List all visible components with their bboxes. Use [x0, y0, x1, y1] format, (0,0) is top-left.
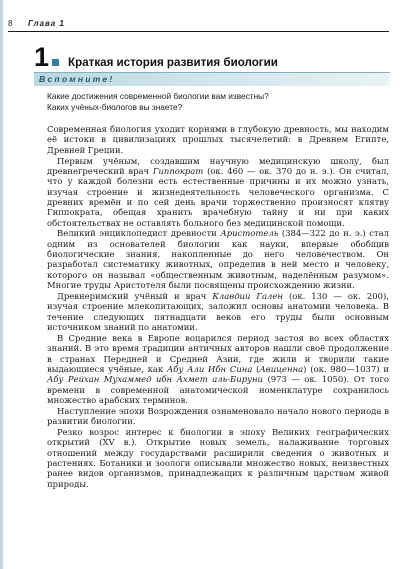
section-title: Краткая история развития биологии	[68, 56, 278, 69]
name-ibn-sina: Абу Али Ибн Сина	[166, 363, 253, 374]
p5-text-b: (973 — ок. 1050). От того времени в современной анатомической номенклатуре сохранилось множество арабских терминов.	[47, 374, 389, 405]
section-dot-icon	[52, 59, 59, 66]
header-rule	[8, 31, 389, 32]
page-number: 8	[8, 18, 13, 28]
paragraph-7: Резко возрос интерес к биологии в эпоху Великих географических открытий (XV в.). Открытие новых земель, налаживание торговых отношений между государствами расширили сведения о животных и растениях. Ботаники и зоологи описывали множество новых, неизвестных ранее видов организмов, принадлежащих к различным царствам живой природы.	[47, 426, 389, 489]
name-avicenna: Авиценна	[259, 363, 304, 374]
name-hippocrates: Гиппократ	[152, 165, 204, 176]
section-heading	[34, 44, 278, 70]
page-edge-stripe	[0, 0, 3, 569]
remember-questions	[47, 91, 387, 112]
paragraph-6: Наступление эпохи Возрождения ознаменовало начало нового периода в развитии биологии.	[47, 405, 389, 427]
running-head	[8, 17, 65, 29]
p2-text-b: (ок. 460 — ок. 370 до н. э.). Он считал, что у каждой болезни есть естественные причины и их можно узнать, изучая строение и жизнедеятельность человеческого организма. С древних времён и по сей день врачи торжественно произносят клятву Гиппократа, обещая хранить врачебную тайну и ни при каких обстоятельствах не оставлять больного без медицинской помощи.	[47, 165, 390, 228]
name-galen: Клавдий Гален	[212, 291, 283, 301]
name-aristotle: Аристотель	[220, 228, 279, 239]
remember-label: Вспомните!	[39, 74, 115, 84]
p3-text-a: Великий энциклопедист древности	[57, 228, 221, 239]
question-1: Какие достижения современной биологии вам известны?	[47, 91, 269, 101]
name-al-biruni: Абу Рейхан Мухаммед ибн Ахмет аль-Бируни	[47, 374, 263, 385]
section-number: 1	[34, 42, 50, 72]
remember-bar	[34, 72, 390, 86]
paragraph-2	[47, 156, 389, 228]
p3-text-b: (384—322 до н. э.) стал одним из основателей биологии как науки, впервые обобщив биологические знания, накопленные до него человечеством. Он разработал систематику животных, определив в ней место и человеку, которого он называл «общественным животным, наделённым разумом». Многие труды Аристотеля были посвящены происхождению жизни.	[47, 228, 389, 291]
p5-text-a: В Средние века в Европе воцарился период застоя во всех областях знаний. В это время традиции античных авторов нашли своё продолжение в странах Передней и Средней Азии, где жили и творили такие выдающиеся учёные, как	[47, 332, 389, 374]
p2-text-a: Первым учёным, создавшим научную медицинскую школу, был древнегреческий врач	[47, 155, 389, 176]
paragraph-3	[47, 228, 389, 290]
paragraph-1: Современная биология уходит корнями в глубокую древность, мы находим её истоки в цивилизациях прошлых тысячелетий: в Древнем Египте, Древней Греции.	[47, 124, 389, 155]
body-text	[47, 124, 389, 490]
p5-text-mid2: ) (ок. 980—1037) и	[303, 363, 389, 374]
p5-text-mid1: (	[252, 363, 260, 374]
paragraph-5	[47, 333, 389, 405]
question-2: Каких учёных-биологов вы знаете?	[47, 101, 183, 112]
paragraph-4	[47, 291, 389, 332]
chapter-label: Глава 1	[28, 18, 65, 28]
p4-text-b: (ок. 130 — ок. 200), изучая строение млекопитающих, заложил основы анатомии человека. В течение следующих пятнадцати веков его труды были основным источником знаний по анатомии.	[47, 291, 389, 333]
p4-text-a: Древнеримский учёный и врач	[57, 291, 213, 301]
